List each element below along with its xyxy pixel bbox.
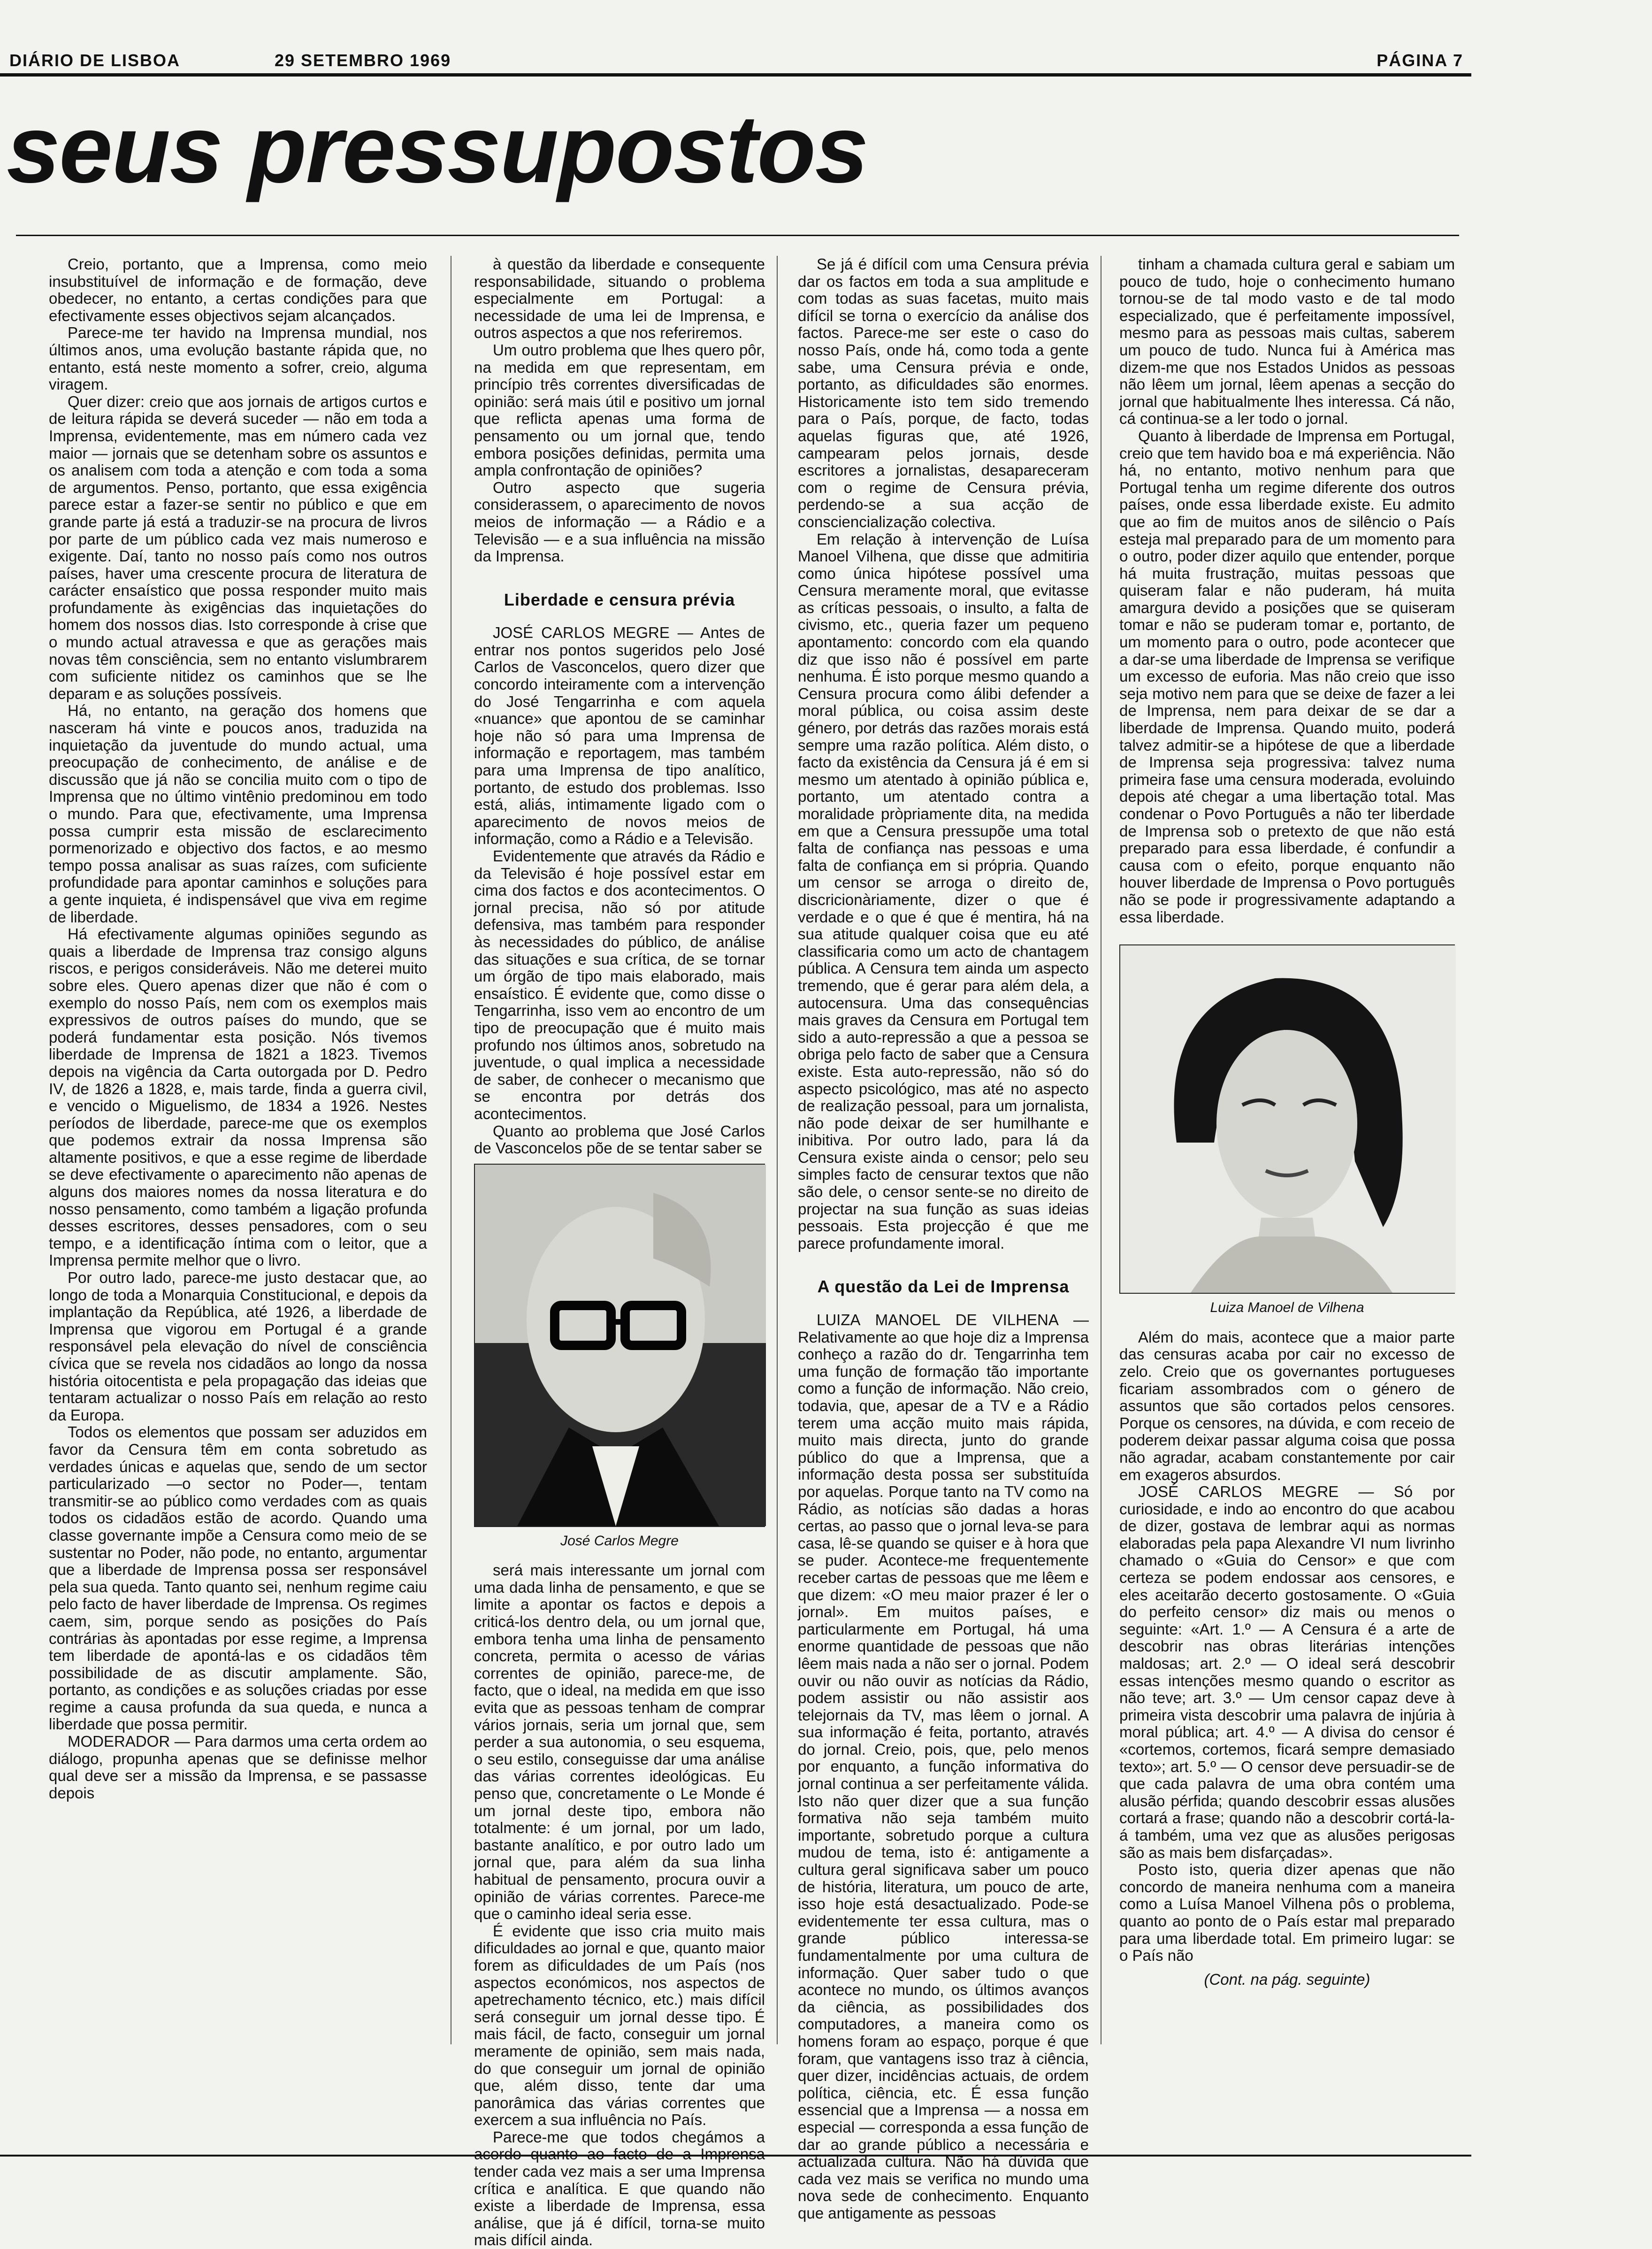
headline-rule: [16, 235, 1459, 236]
paragraph: Outro aspecto que sugeria considerassem, o aparecimento de novos meios de informação — a Rádio e a Televisão — e a sua influência na missão da Imprensa.: [474, 478, 765, 565]
paragraph: Quanto ao problema que José Carlos de Vasconcelos põe de se tentar saber se: [474, 1122, 765, 1157]
paragraph: Um outro problema que lhes quero pôr, na medida em que representam, em princípio três correntes diversificadas de opinião: será mais útil e positivo um jornal que reflicta apenas uma forma de pensamento ou um jornal que, tendo embora posições definidas, permita uma ampla confrontação de opiniões?: [474, 341, 765, 479]
paragraph-group: [474, 624, 765, 1157]
headline: seus pressupostos: [7, 95, 868, 203]
article-column-4: [1119, 256, 1455, 2145]
header-rule: [0, 73, 1471, 77]
paragraph: LUIZA MANOEL DE VILHENA — Relativamente ao que hoje diz a Imprensa conheço a razão do dr. Tengarrinha tem uma função de formação tão importante como a função de informação. Não creio, todavia, que, apesar de a TV e a Rádio terem uma acção muito mais rápida, muito mais directa, junto do grande público do que a Imprensa, que a informação desta possa ser substituída por aquelas. Porque tanto na TV como na Rádio, as notícias são dadas a horas certas, ao passo que o jornal leva-se para casa, lê-se quando se quiser e à hora que se puder. Acontece-me frequentemente receber cartas de pessoas que me lêem e que dizem: «O meu maior prazer é ler o jornal». Em muitos países, e particularmente em Portugal, há uma enorme quantidade de pessoas que não lêem mais nada a não ser o jornal. Podem ouvir ou não ouvir as notícias da Rádio, podem assistir ou não assistir aos telejornais da TV, mas lêem o jornal. A sua informação é feita, portanto, através do jornal. Creio, pois, que, pelo menos por enquanto, a função informativa do jornal continua a ser perfeitamente válida. Isto não quer dizer que a sua função formativa não seja também muito importante, sobretudo porque a cultura mudou de tema, isto é: antigamente a cultura geral significava saber um pouco de história, literatura, um pouco de arte, isso hoje está desactualizado. Pode-se evidentemente ter essa cultura, mas o grande público interessa-se fundamentalmente por uma cultura de informação. Quer saber tudo o que acontece no mundo, os últimos avanços da ciência, as possibilidades dos computadores, a maneira como os homens foram ao espaço, porque é que foram, que vantagens isso traz à ciência, quer dizer, incidências actuais, de ordem política, ciência, etc. É essa função essencial que a Imprensa — a nossa em especial — corresponda a essa função de dar ao grande público a necessária e actualizada cultura. Não há dúvida que cada vez mais se verifica no mundo uma nova sede de conhecimento. Enquanto que antigamente as pessoas: [798, 1311, 1089, 2222]
paragraph: Creio, portanto, que a Imprensa, como meio insubstituível de informação e de formação, deve obedecer, no entanto, a certas condições para que efectivamente esses objectivos sejam alcançados.: [49, 255, 427, 324]
article-column-2: [474, 255, 765, 2249]
paragraph: Todos os elementos que possam ser aduzidos em favor da Censura têm em conta sobretudo as verdades únicas e aquelas que, sendo de um sector particularizado —o sector no Poder—, tentam transmitir-se ao público como verdades com as quais todos os cidadãos estão de acordo. Quando uma classe governante impõe a Censura como meio de se sustentar no Poder, não pode, no entanto, argumentar que a liberdade de Imprensa possa ser responsável pela sua queda. Tanto quanto sei, nenhum regime caiu pelo facto de haver liberdade de Imprensa. Os regimes caem, sim, porque sendo as posições do País contrárias às apontadas por esse regime, a Imprensa tem liberdade de apontá-las e os cidadãos têm possibilidade de as discutir amplamente. São, portanto, as condições e as soluções criadas por esse regime a causa profunda da sua queda, e nunca a liberdade que possa permitir.: [49, 1423, 427, 1733]
subheading: A questão da Lei de Imprensa: [817, 1277, 1070, 1297]
paragraph-group: [49, 256, 427, 1802]
paragraph-group: [1119, 1329, 1455, 1965]
photo-caption: José Carlos Megre: [560, 1533, 679, 1549]
paragraph: JOSÉ CARLOS MEGRE — Só por curiosidade, e indo ao encontro do que acabou de dizer, gostava de lembrar aqui as normas elaboradas pela papa Alexandre VI num livrinho chamado o «Guia do Censor» e que com certeza se podem endossar aos censores, e eles aceitarão decerto gostosamente. O «Guia do perfeito censor» diz mais ou menos o seguinte: «Art. 1.º — A Censura é a arte de descobrir nas obras literárias intenções maldosas; art. 2.º — O ideal será descobrir essas intenções mesmo quando o escritor as não teve; art. 3.º — Um censor capaz deve à primeira vista descobrir uma palavra de injúria à moral pública; art. 4.º — A divisa do censor é «cortemos, cortemos, ficará sempre demasiado texto»; art. 5.º — O censor deve persuadir-se de que cada palavra de uma obra contém uma alusão pérfida; quando descobrir essas alusões cortará a frase; quando não a descobrir cortá-la-á também, uma vez que as alusões perigosas são as mais bem disfarçadas».: [1119, 1483, 1455, 1861]
footer-rule: [0, 2155, 1471, 2157]
continuation-note: (Cont. na pág. seguinte): [1204, 1970, 1370, 1988]
portrait-illustration: [1120, 945, 1456, 1293]
article-column-3: [798, 255, 1089, 2222]
paragraph-group: [798, 1312, 1089, 2222]
paragraph: MODERADOR — Para darmos uma certa ordem ao diálogo, propunha apenas que se definisse melhor qual deve ser a missão da Imprensa, e se passasse depois: [49, 1733, 427, 1802]
paragraph: tinham a chamada cultura geral e sabiam um pouco de tudo, hoje o conhecimento humano tornou-se de tal modo vasto e de tal modo especializado, que é perfeitamente impossível, mesmo para as pessoas mais cultas, saberem um pouco de tudo. Nunca fui à América mas dizem-me que nos Estados Unidos as pessoas não lêem um jornal, lêem apenas a secção do jornal que habitualmente lhes interessa. Cá não, cá continua-se a ler todo o jornal.: [1119, 255, 1455, 428]
page-number: PÁGINA 7: [1377, 51, 1463, 70]
issue-date: 29 SETEMBRO 1969: [275, 51, 451, 70]
subheading: Liberdade e censura prévia: [504, 590, 735, 609]
paragraph-group: [474, 1562, 765, 2249]
paragraph: Parece-me ter havido na Imprensa mundial, nos últimos anos, uma evolução bastante rápida que, no entanto, está neste momento a sofrer, creio, alguma viragem.: [49, 324, 427, 393]
portrait-illustration: [475, 1165, 766, 1526]
portrait-photo: [1119, 944, 1455, 1294]
paragraph-group: [474, 256, 765, 565]
paragraph: Por outro lado, parece-me justo destacar que, ao longo de toda a Monarquia Constitucional, e depois da implantação da República, até 1926, a liberdade de Imprensa que vigorou em Portugal é a grande responsável pela elevação do nível de consciência cívica que se revela nos cidadãos ao longo da nossa história oitocentista e pela propagação das ideias que tentaram actualizar o nosso País em relação ao resto da Europa.: [49, 1269, 427, 1424]
paragraph: será mais interessante um jornal com uma dada linha de pensamento, e que se limite a apontar os factos e depois a criticá-los dentro dela, ou um jornal que, embora tenha uma linha de pensamento concreta, permita o acesso de várias correntes de opinião, parece-me, de facto, que o ideal, na medida em que isso evita que as pessoas tenham de comprar vários jornais, seria um jornal que, sem perder a sua autonomia, o seu esquema, o seu estilo, conseguisse dar uma análise das várias correntes ideológicas. Eu penso que, concretamente o Le Monde é um jornal deste tipo, embora não totalmente: é um jornal, por um lado, bastante analítico, e por outro lado um jornal que, para além da sua linha habitual de pensamento, procura ouvir a opinião de várias correntes. Parece-me que o caminho ideal seria esse.: [474, 1561, 765, 1923]
photo-caption: Luiza Manoel de Vilhena: [1210, 1300, 1364, 1316]
paragraph: Evidentemente que através da Rádio e da Televisão é hoje possível estar em cima dos factos e dos acontecimentos. O jornal precisa, não só por atitude defensiva, mas também para responder às necessidades do público, de análise das situações e sua crítica, de se tornar um órgão de tipo mais elaborado, mais ensaístico. É evidente que, como disse o Tengarrinha, isso vem ao encontro de um tipo de preocupação que é muito mais profundo nos últimos anos, sobretudo na juventude, o qual implica a necessidade de saber, de conhecer o mecanismo que se encontra por detrás dos acontecimentos.: [474, 847, 765, 1122]
paragraph: Se já é difícil com uma Censura prévia dar os factos em toda a sua amplitude e com todas as suas facetas, muito mais difícil se torna o exercício da análise dos factos. Parece-me ser este o caso do nosso País, onde há, como toda a gente sabe, uma Censura prévia e onde, portanto, as dificuldades são enormes. Historicamente isto tem sido tremendo para o País, porque, de facto, todas aquelas figuras que, até 1926, campearam pelos jornais, desde escritores a jornalistas, desapareceram com o regime de Censura prévia, perdendo-se a sua acção de consciencialização colectiva.: [798, 255, 1089, 530]
paragraph-group: [798, 256, 1089, 1252]
paragraph-group: [1119, 256, 1455, 926]
paragraph: Em relação à intervenção de Luísa Manoel Vilhena, que disse que admitiria como única hipótese possível uma Censura meramente moral, que evitasse as críticas pessoais, o insulto, a falta de civismo, etc., queria fazer um pequeno apontamento: concordo com ela quando diz que isso não é possível em parte nenhuma. É isto porque mesmo quando a Censura procura como álibi defender a moral pública, ou coisa assim deste género, por detrás das razões morais está sempre uma razão política. Além disto, o facto da existência da Censura já é em si mesmo um atentado à opinião pública e, portanto, um atentado contra a moralidade pròpriamente dita, na medida em que a Censura pressupõe uma total falta de confiança nas pessoas e uma falta de confiança em si própria. Quando um censor se arroga o direito de, discricionàriamente, dizer o que é verdade e o que é que é mentira, há na sua atitude qualquer coisa que eu até classificaria como um acto de chantagem pública. A Censura tem ainda um aspecto tremendo, que é gerar para além dela, a autocensura. Uma das consequências mais graves da Censura em Portugal tem sido a auto-repressão a que a pessoa se obriga pelo facto de saber que a Censura existe. Esta auto-repressão, não só do aspecto psicológico, mas até no aspecto de realização pessoal, para um jornalista, não pode deixar de ser humilhante e inibitiva. Por outro lado, para lá da Censura existe ainda o censor; pelo seu simples facto de censurar textos que não são dele, o censor sente-se no direito de projectar na sua função as suas ideias pessoais. Esta projecção é que me parece profundamente imoral.: [798, 530, 1089, 1252]
portrait-photo: [474, 1164, 765, 1527]
paragraph: à questão da liberdade e consequente responsabilidade, situando o problema especialmente em Portugal: a necessidade de uma lei de Imprensa, e outros aspectos a que nos referiremos.: [474, 255, 765, 342]
newspaper-name: DIÁRIO DE LISBOA: [9, 51, 181, 70]
paragraph: Quer dizer: creio que aos jornais de artigos curtos e de leitura rápida se deverá suceder — não em toda a Imprensa, evidentemente, mas em número cada vez maior — jornais que se detenham sobre os assuntos e os analisem com toda a atenção e com toda a soma de argumentos. Penso, portanto, que essa exigência parece estar a fazer-se sentir no público e que em grande parte já está a traduzir-se na procura de livros por parte de um público cada vez mais numeroso e exigente. Daí, tanto no nosso país como nos outros países, haver uma crescente procura de literatura de carácter ensaístico que possa responder muito mais profundamente às exigências das inquietações do homem dos nossos dias. Isto corresponde à crise que o mundo actual atravessa e que as gerações mais novas têm consciência, sem no entanto vislumbrarem com suficiente nitidez os caminhos que se lhe deparam e as soluções possíveis.: [49, 392, 427, 702]
paragraph: Além do mais, acontece que a maior parte das censuras acaba por cair no excesso de zelo. Creio que os governantes portugueses ficariam assombrados com o género de assuntos que são cortados pelos censores. Porque os censores, na dúvida, e com receio de poderem deixar passar alguma coisa que possa não agradar, acabam constantemente por cair em exageros absurdos.: [1119, 1328, 1455, 1483]
paragraph: Quanto à liberdade de Imprensa em Portugal, creio que tem havido boa e má experiência. Não há, no entanto, motivo nenhum para que Portugal tenha um regime diferente dos outros países, onde essa liberdade existe. Eu admito que ao fim de muitos anos de silêncio o País esteja mal preparado para de um momento para o outro, poder dizer aquilo que entender, porque há muita frustração, muitas pessoas que quiseram falar e não puderam, há muita amargura devido a posições que se quiseram tomar e não se puderam tomar e, portanto, de um momento para o outro, pode acontecer que a dar-se uma liberdade de Imprensa se verifique um excesso de euforia. Mas não creio que isso seja motivo nem para que se deixe de fazer a lei de Imprensa, nem para deixar de se dar a liberdade de Imprensa. Quando muito, poderá talvez admitir-se a hipótese de que a liberdade de Imprensa seja progressiva: talvez numa primeira fase uma censura moderada, evoluindo depois até chegar a uma libertação total. Mas condenar o Povo Português a não ter liberdade de Imprensa sob o pretexto de que não está preparado para essa liberdade, é confundir a causa com o efeito, porque enquanto não houver liberdade de Imprensa o Povo português não se pode ir progressivamente adaptando a essa liberdade.: [1119, 427, 1455, 926]
paragraph: Posto isto, queria dizer apenas que não concordo de maneira nenhuma com a maneira como a Luísa Manoel Vilhena pôs o problema, quanto ao ponto de o País estar mal preparado para uma liberdade total. Em primeiro lugar: se o País não: [1119, 1861, 1455, 1965]
paragraph: Há efectivamente algumas opiniões segundo as quais a liberdade de Imprensa traz consigo alguns riscos, e perigos consideráveis. Não me deterei muito sobre eles. Quero apenas dizer que não é com o exemplo do nosso País, nem com os exemplos mais expressivos de outros países do mundo, que se poderá fundamentar esta posição. Nós tivemos liberdade de Imprensa de 1821 a 1823. Tivemos depois na vigência da Carta outorgada por D. Pedro IV, de 1826 a 1828, e, mais tarde, finda a guerra civil, e vencido o Miguelismo, de 1834 a 1926. Nestes períodos de liberdade, parece-me que os exemplos que podemos extrair da nossa Imprensa são altamente positivos, e que a esse regime de liberdade se deve efectivamente o aparecimento não apenas de alguns dos maiores nomes da nossa literatura e do nosso pensamento, como também a ligação profunda desses escritores, desses pensadores, com o seu tempo, e a identificação íntima com o leitor, que a Imprensa permite melhor que o livro.: [49, 925, 427, 1269]
article-column-1: [49, 256, 427, 2145]
paragraph: JOSÉ CARLOS MEGRE — Antes de entrar nos pontos sugeridos pelo José Carlos de Vasconcelos, quero dizer que concordo inteiramente com a intervenção do José Tengarrinha e com aquela «nuance» que apontou de se caminhar hoje não só para uma Imprensa de informação e reportagem, mas também para uma Imprensa de tipo analítico, portanto, de estudo dos problemas. Isso está, aliás, intimamente ligado com o aparecimento de novos meios de informação, como a Rádio e a Televisão.: [474, 624, 765, 848]
paragraph: É evidente que isso cria muito mais dificuldades ao jornal e que, quanto maior forem as dificuldades de um País (nos aspectos económicos, nos aspectos de apetrechamento técnico, etc.) mais difícil será conseguir um jornal desse tipo. É mais fácil, de facto, conseguir um jornal meramente de opinião, sem mais nada, do que conseguir um jornal de opinião que, além disso, tente dar uma panorâmica das várias correntes que exercem a sua influência no País.: [474, 1922, 765, 2129]
paragraph: Há, no entanto, na geração dos homens que nasceram há vinte e poucos anos, traduzida na inquietação da juventude do mundo actual, uma preocupação de conhecimento, de análise e de discussão que já não se concilia muito com o tipo de Imprensa que no último vintênio predominou em todo o mundo. Para que, efectivamente, uma Imprensa possa cumprir esta missão de esclarecimento pormenorizado e objectivo dos factos, e ao mesmo tempo possa analisar as suas raízes, com suficiente profundidade para apontar caminhos e soluções para a gente inquieta, é indispensável que viva em regime de liberdade.: [49, 702, 427, 926]
column-separator: [777, 256, 778, 2044]
paragraph: Parece-me que todos chegámos a acordo quanto ao facto de a Imprensa tender cada vez mais a ser uma Imprensa crítica e analítica. E que quando não existe a liberdade de Imprensa, essa análise, que já é difícil, torna-se muito mais difícil ainda.: [474, 2128, 765, 2249]
